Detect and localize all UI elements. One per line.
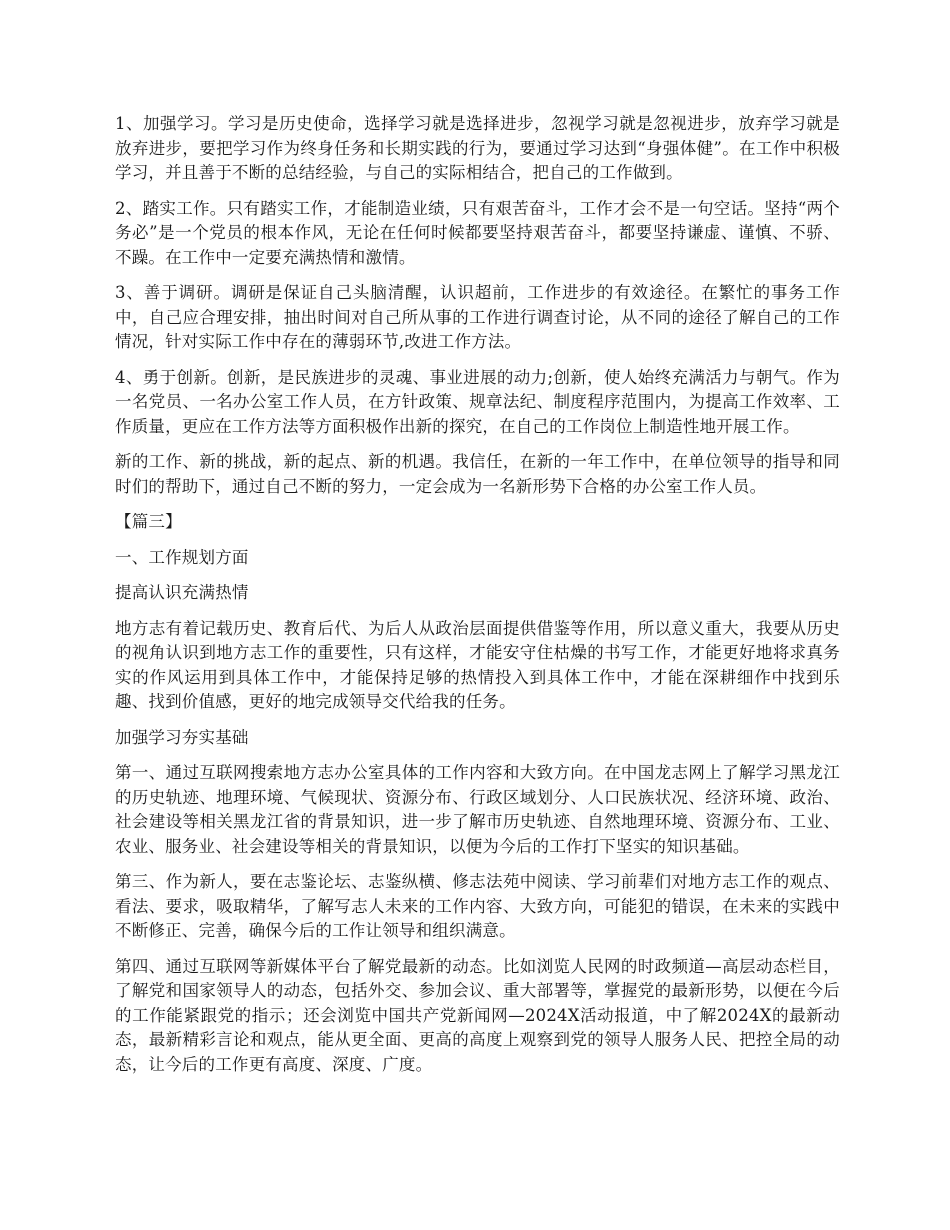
subheading-work-planning: 一、工作规划方面 (115, 547, 249, 567)
section-heading-part-three: 【篇三】 (115, 512, 182, 531)
paragraph-local-chronicles: 地方志有着记载历史、教育后代、为后人从政治层面提供借鉴等作用，所以意义重大，我要从历史的视角认识到地方志工作的重要性，只有这样，才能安守住枯燥的书写工作，才能更好地将求真务实的作风运用到具体工作中，才能保持足够的热情投入到具体工作中，才能在深耕细作中找到乐趣、找到价值感，更好的地完成领导交代给我的任务。 (115, 618, 840, 711)
paragraph-first: 第一、通过互联网搜索地方志办公室具体的工作内容和大致方向。在中国龙志网上了解学习黑龙江的历史轨迹、地理环境、气候现状、资源分布、行政区域划分、人口民族状况、经济环境、政治、社会建设等相关黑龙江省的背景知识，进一步了解市历史轨迹、自然地理环境、资源分布、工业、农业、服务业、社会建设等相关的背景知识，以便为今后的工作打下坚实的知识基础。 (115, 763, 840, 856)
paragraph-practical-work: 2、踏实工作。只有踏实工作，才能制造业绩，只有艰苦奋斗，工作才会不是一句空话。坚持“两个务必”是一个党员的根本作风，无论在任何时候都要坚持艰苦奋斗，都要坚持谦虚、谨慎、不骄、不躁。在工作中一定要充满热情和激情。 (115, 198, 840, 267)
subheading-strengthen-study: 加强学习夯实基础 (115, 727, 249, 747)
document-body (115, 112, 840, 1088)
paragraph-innovation: 4、勇于创新。创新，是民族进步的灵魂、事业进展的动力;创新，使人始终充满活力与朝气。作为一名党员、一名办公室工作人员，在方针政策、规章法纪、制度程序范围内，为提高工作效率、工作质量，更应在工作方法等方面积极作出新的探究，在自己的工作岗位上制造性地开展工作。 (115, 367, 840, 436)
paragraph-conclusion: 新的工作、新的挑战，新的起点、新的机遇。我信任，在新的一年工作中，在单位领导的指导和同时们的帮助下，通过自己不断的努力，一定会成为一名新形势下合格的办公室工作人员。 (115, 452, 840, 496)
paragraph-fourth: 第四、通过互联网等新媒体平台了解党最新的动态。比如浏览人民网的时政频道—高层动态栏目，了解党和国家领导人的动态，包括外交、参加会议、重大部署等，掌握党的最新形势，以便在今后的工作能紧跟党的指示；还会浏览中国共产党新闻网—2024X活动报道，中了解2024X的最新动态，最新精彩言论和观点，能从更全面、更高的高度上观察到党的领导人服务人民、把控全局的动态，让今后的工作更有高度、深度、广度。 (115, 956, 840, 1074)
paragraph-study: 1、加强学习。学习是历史使命，选择学习就是选择进步，忽视学习就是忽视进步，放弃学习就是放弃进步，要把学习作为终身任务和长期实践的行为，要通过学习达到“身强体健”。在工作中积极学习，并且善于不断的总结经验，与自己的实际相结合，把自己的工作做到。 (115, 114, 840, 182)
paragraph-research: 3、善于调研。调研是保证自己头脑清醒，认识超前，工作进步的有效途径。在繁忙的事务工作中，自己应合理安排，抽出时间对自己所从事的工作进行调查讨论，从不同的途径了解自己的工作情况，针对实际工作中存在的薄弱环节,改进工作方法。 (115, 283, 840, 351)
paragraph-third: 第三、作为新人，要在志鉴论坛、志鉴纵横、修志法苑中阅读、学习前辈们对地方志工作的观点、看法、要求，吸取精华，了解写志人未来的工作内容、大致方向，可能犯的错误，在未来的实践中不断修正、完善，确保今后的工作让领导和组织满意。 (115, 872, 840, 940)
subheading-raise-awareness: 提高认识充满热情 (115, 583, 249, 602)
